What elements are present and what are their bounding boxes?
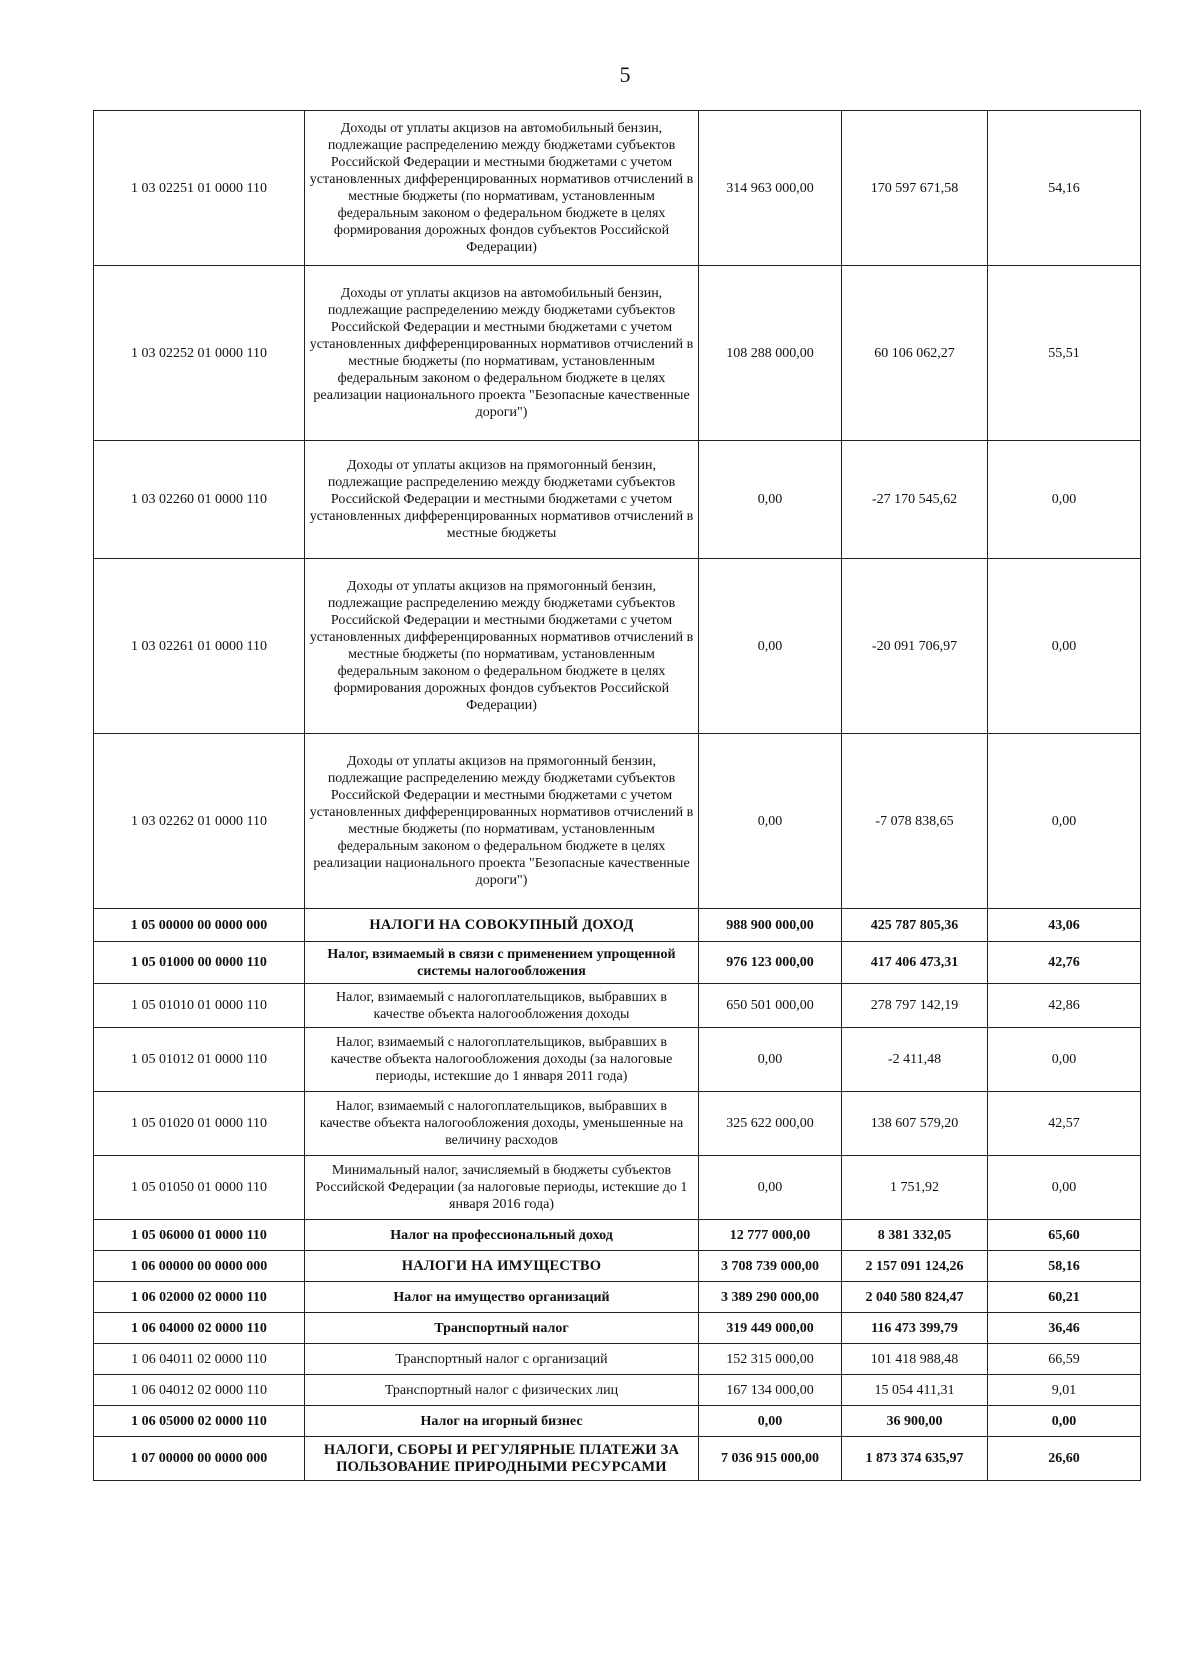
row-fact: 116 473 399,79	[842, 1313, 988, 1344]
row-name: Доходы от уплаты акцизов на прямогонный бензин, подлежащие распределению между бюджетами субъектов Российской Федерации и местными бюджетами с учетом установленных дифференцированных нормативов отчислений в местные бюджеты	[305, 441, 699, 559]
row-code: 1 07 00000 00 0000 000	[94, 1437, 305, 1481]
row-code: 1 06 04012 02 0000 110	[94, 1375, 305, 1406]
row-name: Транспортный налог	[305, 1313, 699, 1344]
row-fact: 278 797 142,19	[842, 984, 988, 1028]
row-plan: 0,00	[699, 734, 842, 909]
row-name: Налог, взимаемый с налогоплательщиков, выбравших в качестве объекта налогообложения доходы, уменьшенные на величину расходов	[305, 1092, 699, 1156]
row-plan: 108 288 000,00	[699, 266, 842, 441]
table-row-section	[94, 909, 1141, 942]
row-code: 1 03 02252 01 0000 110	[94, 266, 305, 441]
row-name: Налог, взимаемый в связи с применением упрощенной системы налогообложения	[305, 942, 699, 984]
row-percent: 0,00	[988, 559, 1141, 734]
row-percent: 36,46	[988, 1313, 1141, 1344]
table-row	[94, 984, 1141, 1028]
row-fact: 2 040 580 824,47	[842, 1282, 988, 1313]
row-code: 1 05 01010 01 0000 110	[94, 984, 305, 1028]
row-code: 1 05 01012 01 0000 110	[94, 1028, 305, 1092]
row-plan: 152 315 000,00	[699, 1344, 842, 1375]
row-fact: 101 418 988,48	[842, 1344, 988, 1375]
row-fact: -7 078 838,65	[842, 734, 988, 909]
row-code: 1 06 04011 02 0000 110	[94, 1344, 305, 1375]
table-row-subsection	[94, 1282, 1141, 1313]
row-name: НАЛОГИ НА ИМУЩЕСТВО	[305, 1251, 699, 1282]
row-percent: 60,21	[988, 1282, 1141, 1313]
row-percent: 43,06	[988, 909, 1141, 942]
row-code: 1 05 01050 01 0000 110	[94, 1156, 305, 1220]
row-code: 1 03 02262 01 0000 110	[94, 734, 305, 909]
row-percent: 58,16	[988, 1251, 1141, 1282]
row-code: 1 06 04000 02 0000 110	[94, 1313, 305, 1344]
table-row	[94, 559, 1141, 734]
row-percent: 0,00	[988, 441, 1141, 559]
row-fact: 417 406 473,31	[842, 942, 988, 984]
row-plan: 7 036 915 000,00	[699, 1437, 842, 1481]
row-name: Транспортный налог с организаций	[305, 1344, 699, 1375]
table-row	[94, 266, 1141, 441]
row-plan: 650 501 000,00	[699, 984, 842, 1028]
row-code: 1 06 02000 02 0000 110	[94, 1282, 305, 1313]
row-name: Налог, взимаемый с налогоплательщиков, выбравших в качестве объекта налогообложения доходы	[305, 984, 699, 1028]
row-plan: 314 963 000,00	[699, 111, 842, 266]
row-name: НАЛОГИ НА СОВОКУПНЫЙ ДОХОД	[305, 909, 699, 942]
row-plan: 0,00	[699, 1028, 842, 1092]
revenue-table	[93, 110, 1141, 1481]
row-code: 1 06 00000 00 0000 000	[94, 1251, 305, 1282]
row-plan: 0,00	[699, 1156, 842, 1220]
row-code: 1 05 01000 00 0000 110	[94, 942, 305, 984]
row-percent: 0,00	[988, 1406, 1141, 1437]
table-row	[94, 1028, 1141, 1092]
row-code: 1 03 02260 01 0000 110	[94, 441, 305, 559]
row-fact: -20 091 706,97	[842, 559, 988, 734]
row-percent: 55,51	[988, 266, 1141, 441]
row-plan: 976 123 000,00	[699, 942, 842, 984]
row-fact: 170 597 671,58	[842, 111, 988, 266]
row-fact: 1 873 374 635,97	[842, 1437, 988, 1481]
row-fact: 60 106 062,27	[842, 266, 988, 441]
row-percent: 65,60	[988, 1220, 1141, 1251]
row-plan: 0,00	[699, 441, 842, 559]
table-row	[94, 111, 1141, 266]
table-row-subsection	[94, 1406, 1141, 1437]
row-fact: 425 787 805,36	[842, 909, 988, 942]
table-row-section	[94, 1437, 1141, 1481]
table-row-subsection	[94, 1220, 1141, 1251]
table-row	[94, 734, 1141, 909]
row-percent: 0,00	[988, 1156, 1141, 1220]
row-name: Минимальный налог, зачисляемый в бюджеты субъектов Российской Федерации (за налоговые периоды, истекшие до 1 января 2016 года)	[305, 1156, 699, 1220]
row-fact: 36 900,00	[842, 1406, 988, 1437]
row-name: Налог на профессиональный доход	[305, 1220, 699, 1251]
row-code: 1 05 01020 01 0000 110	[94, 1092, 305, 1156]
row-percent: 9,01	[988, 1375, 1141, 1406]
table-row-section	[94, 1251, 1141, 1282]
row-plan: 167 134 000,00	[699, 1375, 842, 1406]
row-percent: 42,76	[988, 942, 1141, 984]
page-number: 5	[619, 62, 631, 87]
row-percent: 0,00	[988, 1028, 1141, 1092]
row-plan: 0,00	[699, 1406, 842, 1437]
row-code: 1 05 06000 01 0000 110	[94, 1220, 305, 1251]
row-name: Доходы от уплаты акцизов на прямогонный бензин, подлежащие распределению между бюджетами субъектов Российской Федерации и местными бюджетами с учетом установленных дифференцированных нормативов отчислений в местные бюджеты (по нормативам, установленным федеральным законом о федеральном бюджете в целях реализации национального проекта "Безопасные качественные дороги")	[305, 734, 699, 909]
table-row	[94, 1156, 1141, 1220]
row-percent: 42,57	[988, 1092, 1141, 1156]
row-plan: 12 777 000,00	[699, 1220, 842, 1251]
row-name: Налог на имущество организаций	[305, 1282, 699, 1313]
row-percent: 26,60	[988, 1437, 1141, 1481]
table-row-subsection	[94, 942, 1141, 984]
row-percent: 0,00	[988, 734, 1141, 909]
row-plan: 325 622 000,00	[699, 1092, 842, 1156]
row-fact: -2 411,48	[842, 1028, 988, 1092]
row-name: Доходы от уплаты акцизов на автомобильный бензин, подлежащие распределению между бюджетами субъектов Российской Федерации и местными бюджетами с учетом установленных дифференцированных нормативов отчислений в местные бюджеты (по нормативам, установленным федеральным законом о федеральном бюджете в целях формирования дорожных фондов субъектов Российской Федерации)	[305, 111, 699, 266]
row-code: 1 03 02261 01 0000 110	[94, 559, 305, 734]
row-fact: 8 381 332,05	[842, 1220, 988, 1251]
row-name: Налог, взимаемый с налогоплательщиков, выбравших в качестве объекта налогообложения доходы (за налоговые периоды, истекшие до 1 января 2011 года)	[305, 1028, 699, 1092]
row-fact: 138 607 579,20	[842, 1092, 988, 1156]
table-row	[94, 1375, 1141, 1406]
row-plan: 988 900 000,00	[699, 909, 842, 942]
row-plan: 3 708 739 000,00	[699, 1251, 842, 1282]
row-code: 1 03 02251 01 0000 110	[94, 111, 305, 266]
row-fact: 15 054 411,31	[842, 1375, 988, 1406]
row-percent: 66,59	[988, 1344, 1141, 1375]
row-fact: 1 751,92	[842, 1156, 988, 1220]
row-name: Транспортный налог с физических лиц	[305, 1375, 699, 1406]
row-percent: 42,86	[988, 984, 1141, 1028]
table-row	[94, 441, 1141, 559]
table-row-subsection	[94, 1313, 1141, 1344]
table-row	[94, 1092, 1141, 1156]
row-name: НАЛОГИ, СБОРЫ И РЕГУЛЯРНЫЕ ПЛАТЕЖИ ЗА ПОЛЬЗОВАНИЕ ПРИРОДНЫМИ РЕСУРСАМИ	[305, 1437, 699, 1481]
row-plan: 319 449 000,00	[699, 1313, 842, 1344]
row-fact: -27 170 545,62	[842, 441, 988, 559]
table-row	[94, 1344, 1141, 1375]
row-code: 1 06 05000 02 0000 110	[94, 1406, 305, 1437]
row-code: 1 05 00000 00 0000 000	[94, 909, 305, 942]
row-percent: 54,16	[988, 111, 1141, 266]
row-plan: 0,00	[699, 559, 842, 734]
row-plan: 3 389 290 000,00	[699, 1282, 842, 1313]
row-name: Налог на игорный бизнес	[305, 1406, 699, 1437]
row-fact: 2 157 091 124,26	[842, 1251, 988, 1282]
row-name: Доходы от уплаты акцизов на автомобильный бензин, подлежащие распределению между бюджетами субъектов Российской Федерации и местными бюджетами с учетом установленных дифференцированных нормативов отчислений в местные бюджеты (по нормативам, установленным федеральным законом о федеральном бюджете в целях реализации национального проекта "Безопасные качественные дороги")	[305, 266, 699, 441]
row-name: Доходы от уплаты акцизов на прямогонный бензин, подлежащие распределению между бюджетами субъектов Российской Федерации и местными бюджетами с учетом установленных дифференцированных нормативов отчислений в местные бюджеты (по нормативам, установленным федеральным законом о федеральном бюджете в целях формирования дорожных фондов субъектов Российской Федерации)	[305, 559, 699, 734]
